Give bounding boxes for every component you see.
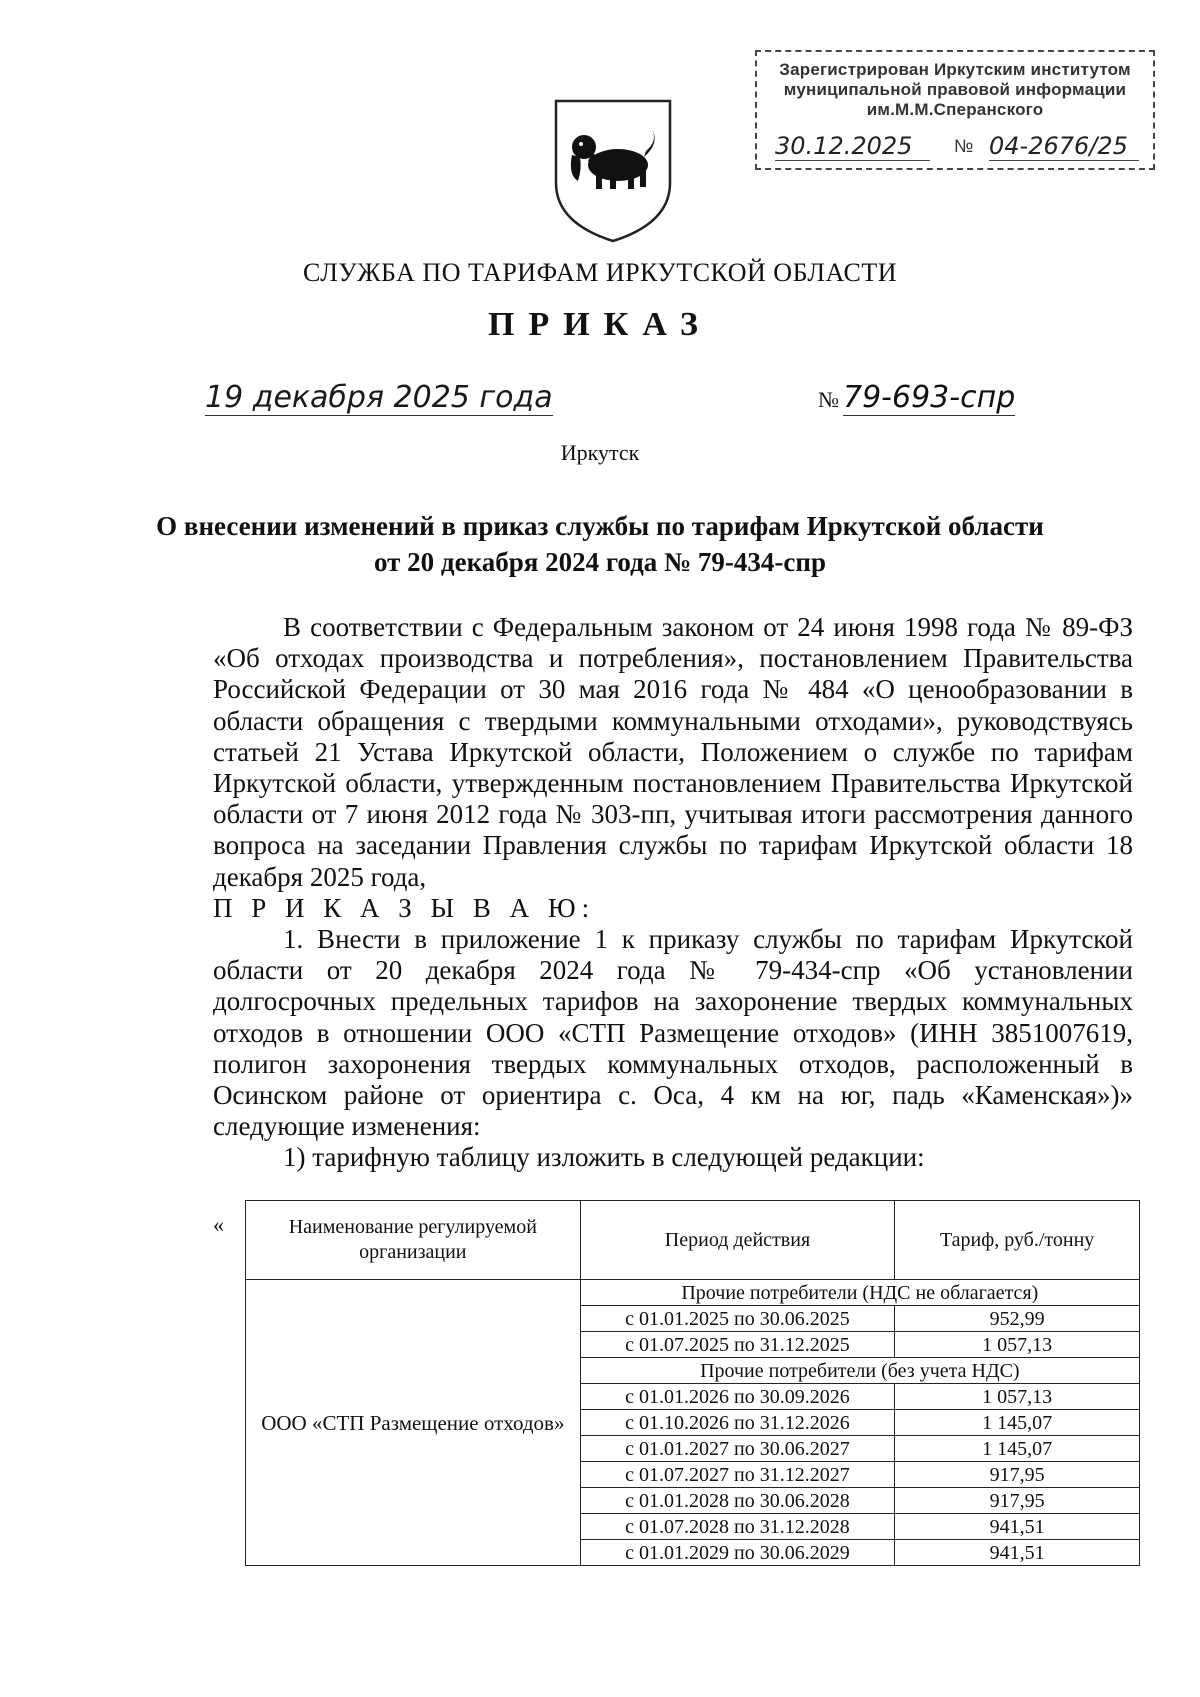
period-cell: с 01.07.2027 по 31.12.2027 — [580, 1462, 895, 1488]
organization-name: СЛУЖБА ПО ТАРИФАМ ИРКУТСКОЙ ОБЛАСТИ — [303, 258, 897, 287]
order-date-handwritten: 19 декабря 2025 года — [205, 380, 553, 415]
table-row — [246, 1280, 1140, 1306]
period-cell: с 01.07.2028 по 31.12.2028 — [580, 1514, 895, 1540]
stamp-registration-row — [769, 132, 1141, 164]
tariff-cell: 1 145,07 — [895, 1436, 1140, 1462]
document-type-title: ПРИКАЗ — [488, 306, 712, 343]
item-1-paragraph: 1. Внести в приложение 1 к приказу службы по тарифам Иркутской области от 20 декабря 2024 года № 79-434-спр «Об установлении долгосрочных предельных тарифов на захоронение твердых коммунальных отходов в отношении ООО «СТП Размещение отходов» (ИНН 3851007619, полигон захоронения твердых коммунальных отходов, расположенный в Осинском районе от ориентира с. Оса, 4 км на юг, падь «Каменская»)» следующие изменения: — [213, 924, 1133, 1142]
tariff-cell: 941,51 — [895, 1540, 1140, 1566]
group-label-row: Прочие потребители (без учета НДС) — [580, 1358, 1139, 1384]
tariff-cell: 952,99 — [895, 1306, 1140, 1332]
city: Иркутск — [560, 440, 640, 465]
period-cell: с 01.01.2026 по 30.09.2026 — [580, 1384, 895, 1410]
stamp-line-3: им.М.М.Сперанского — [866, 100, 1044, 119]
registration-stamp — [755, 50, 1155, 170]
header-period: Период действия — [580, 1201, 895, 1280]
period-cell: с 01.10.2026 по 31.12.2026 — [580, 1410, 895, 1436]
preamble-paragraph: В соответствии с Федеральным законом от 24 июня 1998 года № 89-ФЗ «Об отходах производства и потребления», постановлением Правительства Российской Федерации от 30 мая 2016 года № 484 «О ценообразовании в области обращения с твердыми коммунальными отходами», руководствуясь статьей 21 Устава Иркутской области, Положением о службе по тарифам Иркутской области, утвержденным постановлением Правительства Иркутской области от 7 июня 2012 года № 303-пп, учитывая итоги рассмотрения данного вопроса на заседании Правления службы по тарифам Иркутской области 18 декабря 2025 года, — [213, 612, 1133, 892]
subject-line-1: О внесении изменений в приказ службы по тарифам Иркутской области — [156, 511, 1044, 541]
stamp-registration-number: 04-2676/25 — [989, 132, 1139, 161]
tariff-cell: 1 057,13 — [895, 1384, 1140, 1410]
tariff-cell: 941,51 — [895, 1514, 1140, 1540]
period-cell: с 01.01.2027 по 30.06.2027 — [580, 1436, 895, 1462]
tariff-cell: 917,95 — [895, 1488, 1140, 1514]
table-header-row — [246, 1201, 1140, 1280]
period-cell: с 01.01.2025 по 30.06.2025 — [580, 1306, 895, 1332]
period-cell: с 01.01.2028 по 30.06.2028 — [580, 1488, 895, 1514]
header-organization: Наименование регулируемой организации — [246, 1201, 581, 1280]
stamp-number-label: № — [954, 136, 974, 156]
coat-of-arms-icon — [548, 95, 678, 245]
order-number-block — [818, 380, 1015, 415]
period-cell: с 01.07.2025 по 31.12.2025 — [580, 1332, 895, 1358]
tariff-cell: 917,95 — [895, 1462, 1140, 1488]
subject-line-2: от 20 декабря 2024 года № 79-434-спр — [374, 547, 826, 577]
stamp-line-1: Зарегистрирован Иркутским институтом — [779, 60, 1131, 79]
order-number-handwritten: 79-693-спр — [843, 380, 1016, 415]
document-subject — [0, 508, 1200, 580]
order-number-label: № — [818, 387, 839, 412]
order-word: П Р И К А З Ы В А Ю: — [213, 892, 596, 923]
period-cell: с 01.01.2029 по 30.06.2029 — [580, 1540, 895, 1566]
opening-quote: « — [213, 1212, 224, 1237]
organization-cell: ООО «СТП Размещение отходов» — [246, 1280, 581, 1566]
document-body — [213, 612, 1133, 1174]
tariff-cell: 1 145,07 — [895, 1410, 1140, 1436]
header-tariff: Тариф, руб./тонну — [895, 1201, 1140, 1280]
group-label-row: Прочие потребители (НДС не облагается) — [580, 1280, 1139, 1306]
tariff-cell: 1 057,13 — [895, 1332, 1140, 1358]
tariff-table — [245, 1200, 1140, 1566]
stamp-registration-date: 30.12.2025 — [775, 132, 930, 161]
stamp-line-2: муниципальной правовой информации — [783, 80, 1127, 99]
subitem-1-paragraph: 1) тарифную таблицу изложить в следующей редакции: — [283, 1142, 925, 1173]
